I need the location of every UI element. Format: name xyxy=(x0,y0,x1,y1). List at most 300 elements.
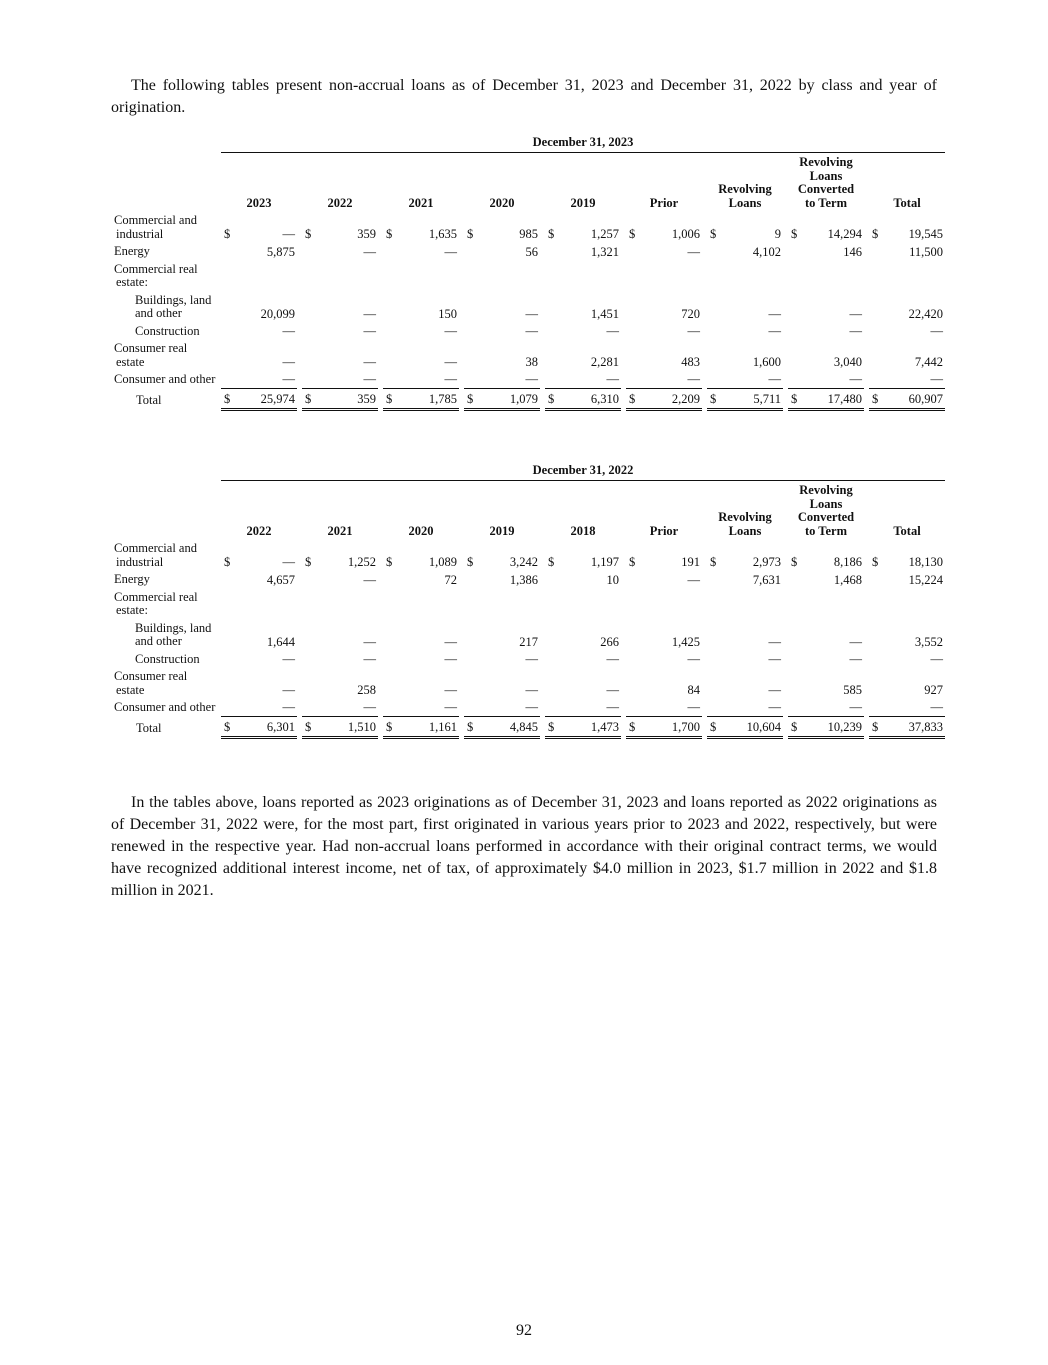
cell-value: 483 xyxy=(681,355,700,369)
currency-symbol: $ xyxy=(224,555,231,569)
cell-value: — xyxy=(802,371,864,389)
table-title: December 31, 2023 xyxy=(221,131,945,153)
cell-value: 14,294 xyxy=(827,227,862,241)
column-header xyxy=(464,481,540,541)
total-value: 5,711 xyxy=(721,389,783,410)
currency-symbol xyxy=(626,651,640,669)
non-accrual-table-2022 xyxy=(110,459,945,739)
row-label: Consumer real estate xyxy=(114,669,188,697)
table-row xyxy=(110,261,945,292)
cell-value: — xyxy=(883,699,945,717)
currency-symbol xyxy=(869,340,883,371)
cell-value: 11,500 xyxy=(909,244,944,259)
currency-symbol: $ xyxy=(464,717,478,738)
cell-value: — xyxy=(930,652,944,666)
cell-value: — xyxy=(444,355,457,369)
currency-symbol: $ xyxy=(710,555,717,569)
currency-symbol: $ xyxy=(707,389,721,410)
currency-symbol: $ xyxy=(224,227,231,241)
total-value: 25,974 xyxy=(235,389,297,410)
cell-value: 1,386 xyxy=(509,572,538,587)
cell-value: — xyxy=(316,699,378,717)
currency-symbol xyxy=(788,292,802,323)
currency-symbol xyxy=(788,620,802,651)
cell-value: — xyxy=(559,371,621,389)
currency-symbol xyxy=(707,371,721,389)
currency-symbol xyxy=(221,323,235,341)
cell-value: 7,631 xyxy=(752,572,781,587)
currency-symbol xyxy=(869,371,883,389)
currency-symbol xyxy=(302,651,316,669)
table-row xyxy=(110,699,945,717)
cell-value: 8,186 xyxy=(833,555,862,569)
cell-value: 191 xyxy=(681,555,700,569)
currency-symbol xyxy=(383,323,397,341)
currency-symbol xyxy=(464,371,478,389)
cell-value: 150 xyxy=(438,306,457,321)
cell-value: 2,973 xyxy=(752,555,781,569)
table-title: December 31, 2022 xyxy=(221,459,945,481)
total-value: 1,700 xyxy=(640,717,702,738)
cell-value: 84 xyxy=(687,683,700,697)
currency-symbol xyxy=(221,651,235,669)
cell-value: 19,545 xyxy=(908,227,944,241)
table-row xyxy=(110,243,945,261)
cell-value: — xyxy=(721,699,783,717)
currency-symbol xyxy=(302,371,316,389)
cell-value: — xyxy=(282,324,295,338)
currency-symbol xyxy=(869,620,883,651)
currency-symbol xyxy=(707,292,721,323)
column-header-line: Loans xyxy=(728,195,762,210)
total-label: Total xyxy=(136,721,162,735)
currency-symbol xyxy=(383,651,397,669)
column-header-line: 2020 xyxy=(408,523,434,538)
cell-value: 72 xyxy=(444,572,457,587)
cell-value: — xyxy=(687,652,700,666)
currency-symbol xyxy=(869,571,883,589)
cell-value: — xyxy=(606,324,619,338)
cell-value: — xyxy=(444,634,457,649)
currency-symbol: $ xyxy=(386,227,393,241)
cell-value: — xyxy=(444,324,457,338)
currency-symbol xyxy=(221,340,235,371)
cell-value: 15,224 xyxy=(908,572,944,587)
currency-symbol xyxy=(464,571,478,589)
cell-value: 359 xyxy=(357,227,376,241)
row-label: Consumer real estate xyxy=(114,341,188,369)
column-header-line: Converted xyxy=(797,182,855,196)
currency-symbol: $ xyxy=(383,389,397,410)
currency-symbol: $ xyxy=(305,227,312,241)
currency-symbol xyxy=(302,292,316,323)
currency-symbol: $ xyxy=(467,227,474,241)
currency-symbol: $ xyxy=(467,555,474,569)
currency-symbol xyxy=(302,323,316,341)
cell-value: — xyxy=(768,324,781,338)
cell-value: — xyxy=(235,371,297,389)
column-header xyxy=(869,481,945,541)
currency-symbol xyxy=(626,323,640,341)
cell-value: — xyxy=(525,306,538,321)
total-value: 10,239 xyxy=(802,717,864,738)
currency-symbol xyxy=(221,371,235,389)
cell-value: 20,099 xyxy=(260,306,295,321)
currency-symbol xyxy=(464,668,478,699)
column-header xyxy=(221,153,297,213)
currency-symbol xyxy=(545,668,559,699)
column-header-line: Prior xyxy=(649,523,679,538)
cell-value: 10 xyxy=(606,572,619,587)
cell-value: 22,420 xyxy=(908,306,944,321)
cell-value: — xyxy=(849,634,862,649)
cell-value: — xyxy=(444,683,457,697)
cell-value: — xyxy=(282,355,295,369)
currency-symbol xyxy=(545,243,559,261)
column-header-line: Total xyxy=(893,195,921,210)
currency-symbol xyxy=(302,340,316,371)
table-row xyxy=(110,212,945,243)
cell-value: — xyxy=(721,371,783,389)
column-header xyxy=(626,481,702,541)
cell-value: — xyxy=(640,371,702,389)
cell-value: 985 xyxy=(519,227,538,241)
cell-value: — xyxy=(363,324,376,338)
intro-text: The following tables present non-accrual loans as of December 31, 2023 and December 31, 2022 by class and year of origination. xyxy=(111,77,937,116)
total-value: 37,833 xyxy=(883,717,945,738)
cell-value: 266 xyxy=(600,634,619,649)
currency-symbol xyxy=(869,243,883,261)
currency-symbol xyxy=(626,571,640,589)
cell-value: — xyxy=(802,699,864,717)
currency-symbol xyxy=(302,571,316,589)
currency-symbol: $ xyxy=(305,555,312,569)
currency-symbol xyxy=(788,571,802,589)
table-row xyxy=(110,668,945,699)
currency-symbol xyxy=(383,243,397,261)
row-label: Energy xyxy=(114,572,150,586)
cell-value: 1,425 xyxy=(671,634,700,649)
column-header xyxy=(707,153,783,213)
currency-symbol xyxy=(545,571,559,589)
currency-symbol: $ xyxy=(629,555,636,569)
cell-value: — xyxy=(559,699,621,717)
currency-symbol xyxy=(626,340,640,371)
currency-symbol xyxy=(545,651,559,669)
currency-symbol xyxy=(383,371,397,389)
cell-value: 1,197 xyxy=(590,555,619,569)
table-row xyxy=(110,292,945,323)
column-header xyxy=(383,481,459,541)
currency-symbol: $ xyxy=(791,555,798,569)
currency-symbol: $ xyxy=(710,227,717,241)
currency-symbol xyxy=(383,292,397,323)
total-row xyxy=(110,389,945,410)
currency-symbol xyxy=(788,323,802,341)
currency-symbol xyxy=(788,243,802,261)
cell-value: 1,644 xyxy=(266,634,295,649)
column-header xyxy=(302,481,378,541)
column-header-line: 2019 xyxy=(489,523,515,538)
currency-symbol xyxy=(221,571,235,589)
cell-value: — xyxy=(606,683,619,697)
currency-symbol xyxy=(626,292,640,323)
cell-value: 4,102 xyxy=(752,244,781,259)
cell-value: 1,451 xyxy=(590,306,619,321)
cell-value: — xyxy=(397,699,459,717)
currency-symbol xyxy=(302,668,316,699)
currency-symbol xyxy=(707,340,721,371)
cell-value: 1,635 xyxy=(428,227,457,241)
cell-value: — xyxy=(687,244,700,259)
cell-value: 56 xyxy=(525,244,538,259)
currency-symbol xyxy=(383,699,397,717)
total-value: 1,510 xyxy=(316,717,378,738)
currency-symbol xyxy=(869,699,883,717)
currency-symbol: $ xyxy=(548,555,555,569)
total-value: 1,079 xyxy=(478,389,540,410)
cell-value: 7,442 xyxy=(914,355,944,369)
row-label: Commercial and industrial xyxy=(114,541,197,569)
cell-value: 585 xyxy=(843,683,862,697)
page-number: 92 xyxy=(516,1322,532,1339)
row-label: Consumer and other xyxy=(114,700,216,714)
column-header xyxy=(545,153,621,213)
currency-symbol: $ xyxy=(386,555,393,569)
total-value: 60,907 xyxy=(883,389,945,410)
currency-symbol xyxy=(545,323,559,341)
column-header xyxy=(221,481,297,541)
column-header-line: Loans xyxy=(809,496,843,511)
column-header xyxy=(545,481,621,541)
cell-value: 2,281 xyxy=(590,355,619,369)
total-value: 6,310 xyxy=(559,389,621,410)
cell-value: 1,468 xyxy=(833,572,862,587)
currency-symbol: $ xyxy=(869,717,883,738)
column-header-line: Prior xyxy=(649,195,679,210)
cell-value: — xyxy=(235,699,297,717)
row-label: Consumer and other xyxy=(114,372,216,386)
column-header-line: Converted xyxy=(797,510,855,524)
currency-symbol xyxy=(221,699,235,717)
total-value: 6,301 xyxy=(235,717,297,738)
cell-value: — xyxy=(687,572,700,587)
currency-symbol xyxy=(221,620,235,651)
currency-symbol xyxy=(545,620,559,651)
currency-symbol: $ xyxy=(869,389,883,410)
column-header-line: 2023 xyxy=(246,195,272,210)
cell-value: — xyxy=(363,634,376,649)
cell-value: 3,040 xyxy=(833,355,862,369)
row-label: Energy xyxy=(114,244,150,258)
cell-value: 3,242 xyxy=(509,555,538,569)
currency-symbol xyxy=(545,340,559,371)
currency-symbol xyxy=(869,668,883,699)
currency-symbol: $ xyxy=(626,389,640,410)
currency-symbol xyxy=(788,651,802,669)
column-header xyxy=(788,481,864,541)
currency-symbol xyxy=(788,340,802,371)
column-header-line: 2019 xyxy=(570,195,596,210)
currency-symbol: $ xyxy=(221,389,235,410)
cell-value: — xyxy=(525,324,538,338)
cell-value: 9 xyxy=(774,227,781,241)
currency-symbol xyxy=(464,323,478,341)
column-header-line: Revolving xyxy=(799,155,853,169)
cell-value: — xyxy=(525,683,538,697)
cell-value: — xyxy=(640,699,702,717)
table-row xyxy=(110,571,945,589)
table-row xyxy=(110,651,945,669)
currency-symbol xyxy=(464,651,478,669)
currency-symbol xyxy=(707,651,721,669)
column-header-line: Revolving xyxy=(718,182,772,196)
cell-value: — xyxy=(478,371,540,389)
currency-symbol: $ xyxy=(383,717,397,738)
column-header-line: to Term xyxy=(804,523,847,538)
non-accrual-table-2023 xyxy=(110,131,945,411)
column-header-line: 2020 xyxy=(489,195,515,210)
cell-value: — xyxy=(444,652,457,666)
cell-value: — xyxy=(282,227,295,241)
column-header-line: Loans xyxy=(728,523,762,538)
intro-paragraph xyxy=(111,75,937,119)
currency-symbol xyxy=(626,243,640,261)
currency-symbol xyxy=(707,243,721,261)
cell-value: 1,600 xyxy=(752,355,781,369)
cell-value: 1,321 xyxy=(590,244,619,259)
table-row xyxy=(110,540,945,571)
cell-value: — xyxy=(849,652,862,666)
currency-symbol: $ xyxy=(707,717,721,738)
closing-paragraph xyxy=(111,792,937,902)
column-header xyxy=(788,153,864,213)
column-header xyxy=(707,481,783,541)
currency-symbol: $ xyxy=(302,389,316,410)
currency-symbol: $ xyxy=(548,227,555,241)
currency-symbol xyxy=(626,668,640,699)
cell-value: 4,657 xyxy=(266,572,295,587)
currency-symbol xyxy=(383,340,397,371)
currency-symbol xyxy=(464,340,478,371)
cell-value: 258 xyxy=(357,683,376,697)
table-row xyxy=(110,620,945,651)
table-row xyxy=(110,323,945,341)
currency-symbol: $ xyxy=(629,227,636,241)
cell-value: 927 xyxy=(924,683,944,697)
currency-symbol xyxy=(626,620,640,651)
currency-symbol: $ xyxy=(791,227,798,241)
currency-symbol xyxy=(788,699,802,717)
currency-symbol xyxy=(302,243,316,261)
row-label: Construction xyxy=(135,651,200,666)
total-value: 2,209 xyxy=(640,389,702,410)
currency-symbol xyxy=(869,651,883,669)
cell-value: 1,089 xyxy=(428,555,457,569)
cell-value: — xyxy=(687,324,700,338)
currency-symbol xyxy=(464,699,478,717)
row-label: Commercial real estate: xyxy=(114,589,198,617)
currency-symbol xyxy=(302,699,316,717)
column-header-line: 2021 xyxy=(408,195,434,210)
total-value: 1,161 xyxy=(397,717,459,738)
currency-symbol: $ xyxy=(788,717,802,738)
currency-symbol: $ xyxy=(545,389,559,410)
currency-symbol xyxy=(464,292,478,323)
column-header-line: Total xyxy=(893,523,921,538)
cell-value: 5,875 xyxy=(266,244,295,259)
cell-value: — xyxy=(768,652,781,666)
cell-value: — xyxy=(768,634,781,649)
currency-symbol xyxy=(626,699,640,717)
cell-value: 146 xyxy=(843,244,862,259)
cell-value: — xyxy=(768,306,781,321)
cell-value: — xyxy=(883,371,945,389)
cell-value: — xyxy=(282,555,295,569)
currency-symbol xyxy=(788,668,802,699)
cell-value: — xyxy=(363,306,376,321)
currency-symbol: $ xyxy=(872,555,879,569)
currency-symbol xyxy=(545,371,559,389)
currency-symbol xyxy=(464,243,478,261)
column-header-line: to Term xyxy=(804,195,847,210)
currency-symbol xyxy=(545,292,559,323)
currency-symbol xyxy=(383,571,397,589)
currency-symbol xyxy=(626,371,640,389)
cell-value: — xyxy=(768,683,781,697)
currency-symbol: $ xyxy=(221,717,235,738)
row-label: Buildings, land and other xyxy=(135,620,212,648)
cell-value: — xyxy=(444,244,457,259)
currency-symbol: $ xyxy=(545,717,559,738)
column-header-line: Revolving xyxy=(718,510,772,524)
total-value: 1,473 xyxy=(559,717,621,738)
currency-symbol xyxy=(788,371,802,389)
cell-value: 1,252 xyxy=(347,555,376,569)
cell-value: — xyxy=(363,355,376,369)
currency-symbol xyxy=(302,620,316,651)
column-header xyxy=(869,153,945,213)
cell-value: 217 xyxy=(519,634,538,649)
currency-symbol xyxy=(545,699,559,717)
currency-symbol xyxy=(869,323,883,341)
table-row xyxy=(110,589,945,620)
cell-value: 1,006 xyxy=(671,227,700,241)
currency-symbol xyxy=(383,620,397,651)
column-header-line: Revolving xyxy=(799,483,853,497)
cell-value: — xyxy=(363,244,376,259)
currency-symbol: $ xyxy=(464,389,478,410)
cell-value: — xyxy=(930,324,944,338)
column-header-line: 2022 xyxy=(327,195,353,210)
row-label: Commercial real estate: xyxy=(114,261,198,289)
row-label: Construction xyxy=(135,323,200,338)
currency-symbol xyxy=(221,243,235,261)
table-row xyxy=(110,340,945,371)
table-row xyxy=(110,371,945,389)
cell-value: — xyxy=(525,652,538,666)
total-value: 10,604 xyxy=(721,717,783,738)
cell-value: 1,257 xyxy=(590,227,619,241)
column-header-line: 2018 xyxy=(570,523,596,538)
currency-symbol xyxy=(707,699,721,717)
column-header xyxy=(626,153,702,213)
currency-symbol xyxy=(221,292,235,323)
currency-symbol xyxy=(383,668,397,699)
cell-value: — xyxy=(316,371,378,389)
currency-symbol: $ xyxy=(302,717,316,738)
cell-value: — xyxy=(397,371,459,389)
